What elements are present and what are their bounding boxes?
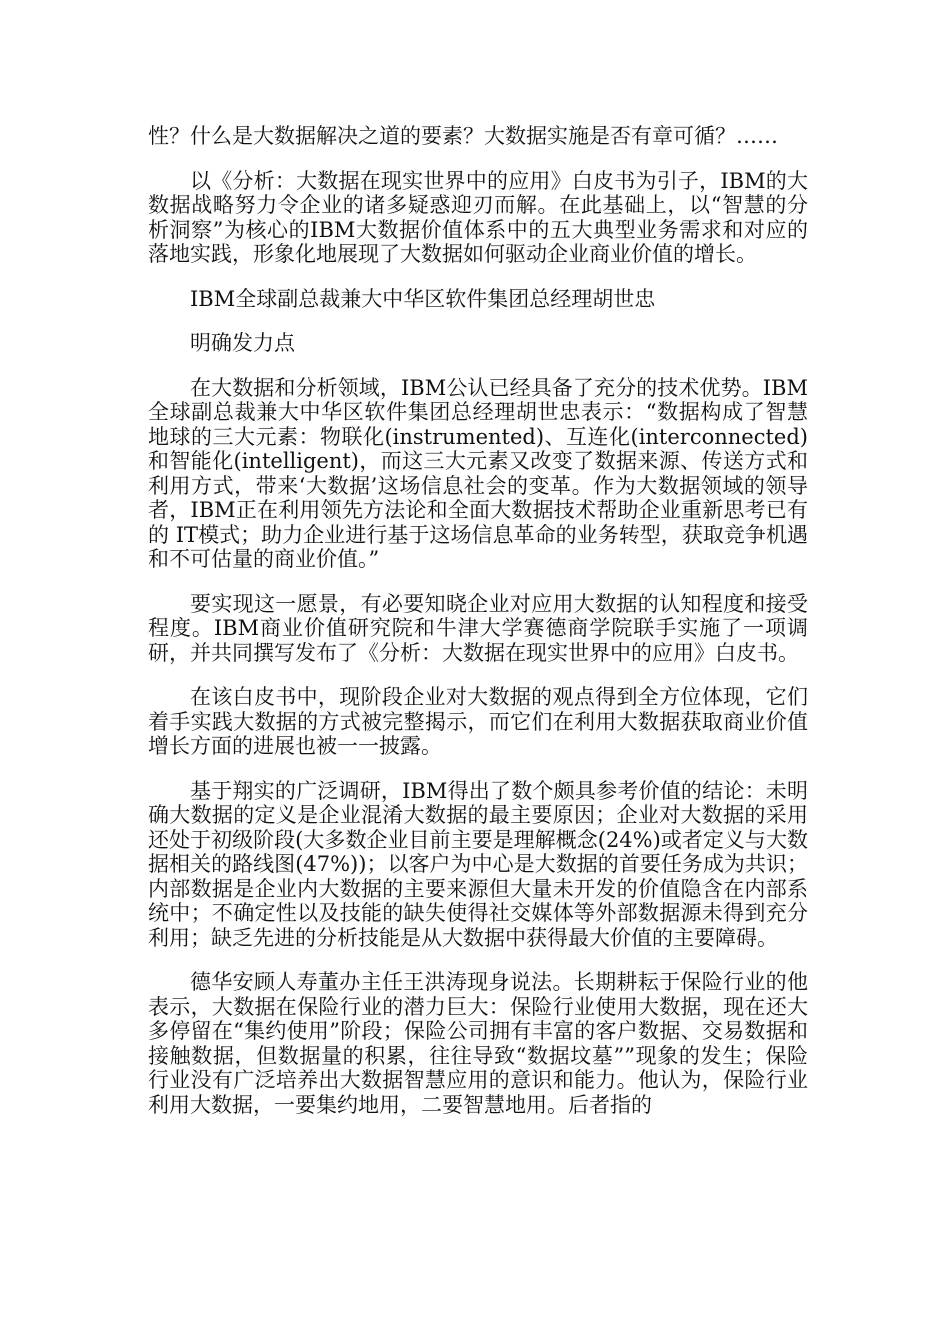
- paragraph-insurance: 德华安顾人寿董办主任王洪涛现身说法。长期耕耘于保险行业的他表示，大数据在保险行业的潜力巨大：保险行业使用大数据，现在还大多停留在“集约使用”阶段；保险公司拥有丰富的客户数据、交易数据和接触数据，但数据量的积累，往往导致“数据坟墓””现象的发生；保险行业没有广泛培养出大数据智慧应用的意识和能力。他认为，保险行业利用大数据，一要集约地用，二要智慧地用。后者指的: [148, 970, 808, 1117]
- paragraph-continuation: 性？什么是大数据解决之道的要素？大数据实施是否有章可循？……: [148, 124, 778, 148]
- paragraph-whitepaper: 在该白皮书中，现阶段企业对大数据的观点得到全方位体现，它们着手实践大数据的方式被完整揭示，而它们在利用大数据获取商业价值增长方面的进展也被一一披露。: [148, 685, 808, 758]
- paragraph-quote: 在大数据和分析领域，IBM公认已经具备了充分的技术优势。IBM全球副总裁兼大中华区软件集团总经理胡世忠表示：“数据构成了智慧地球的三大元素：物联化(instrumented)、互连化(interconnected)和智能化(intelligent)，而这三大元素又改变了数据来源、传送方式和利用方式，带来‘大数据’这场信息社会的变革。作为大数据领域的领导者，IBM正在利用领先方法论和全面大数据技术帮助企业重新思考已有的 IT模式；助力企业进行基于这场信息革命的业务转型，获取竞争机遇和不可估量的商业价值。”: [148, 375, 808, 571]
- paragraph-intro: 以《分析：大数据在现实世界中的应用》白皮书为引子，IBM的大数据战略努力令企业的诸多疑惑迎刃而解。在此基础上，以“智慧的分析洞察”为核心的IBM大数据价值体系中的五大典型业务需求和对应的落地实践，形象化地展现了大数据如何驱动企业商业价值的增长。: [148, 168, 808, 266]
- document-page: [148, 124, 808, 1137]
- section-heading: 明确发力点: [190, 331, 295, 355]
- paragraph-conclusions: 基于翔实的广泛调研，IBM得出了数个颇具参考价值的结论：未明确大数据的定义是企业混淆大数据的最主要原因；企业对大数据的采用还处于初级阶段(大多数企业目前主要是理解概念(24%)或者定义与大数据相关的路线图(47%))；以客户为中心是大数据的首要任务成为共识；内部数据是企业内大数据的主要来源但大量未开发的价值隐含在内部系统中；不确定性以及技能的缺失使得社交媒体等外部数据源未得到充分利用；缺乏先进的分析技能是从大数据中获得最大价值的主要障碍。: [148, 778, 808, 950]
- paragraph-caption: IBM全球副总裁兼大中华区软件集团总经理胡世忠: [190, 286, 656, 311]
- paragraph-research: 要实现这一愿景，有必要知晓企业对应用大数据的认知程度和接受程度。IBM商业价值研究院和牛津大学赛德商学院联手实施了一项调研，并共同撰写发布了《分析：大数据在现实世界中的应用》白皮书。: [148, 591, 808, 665]
